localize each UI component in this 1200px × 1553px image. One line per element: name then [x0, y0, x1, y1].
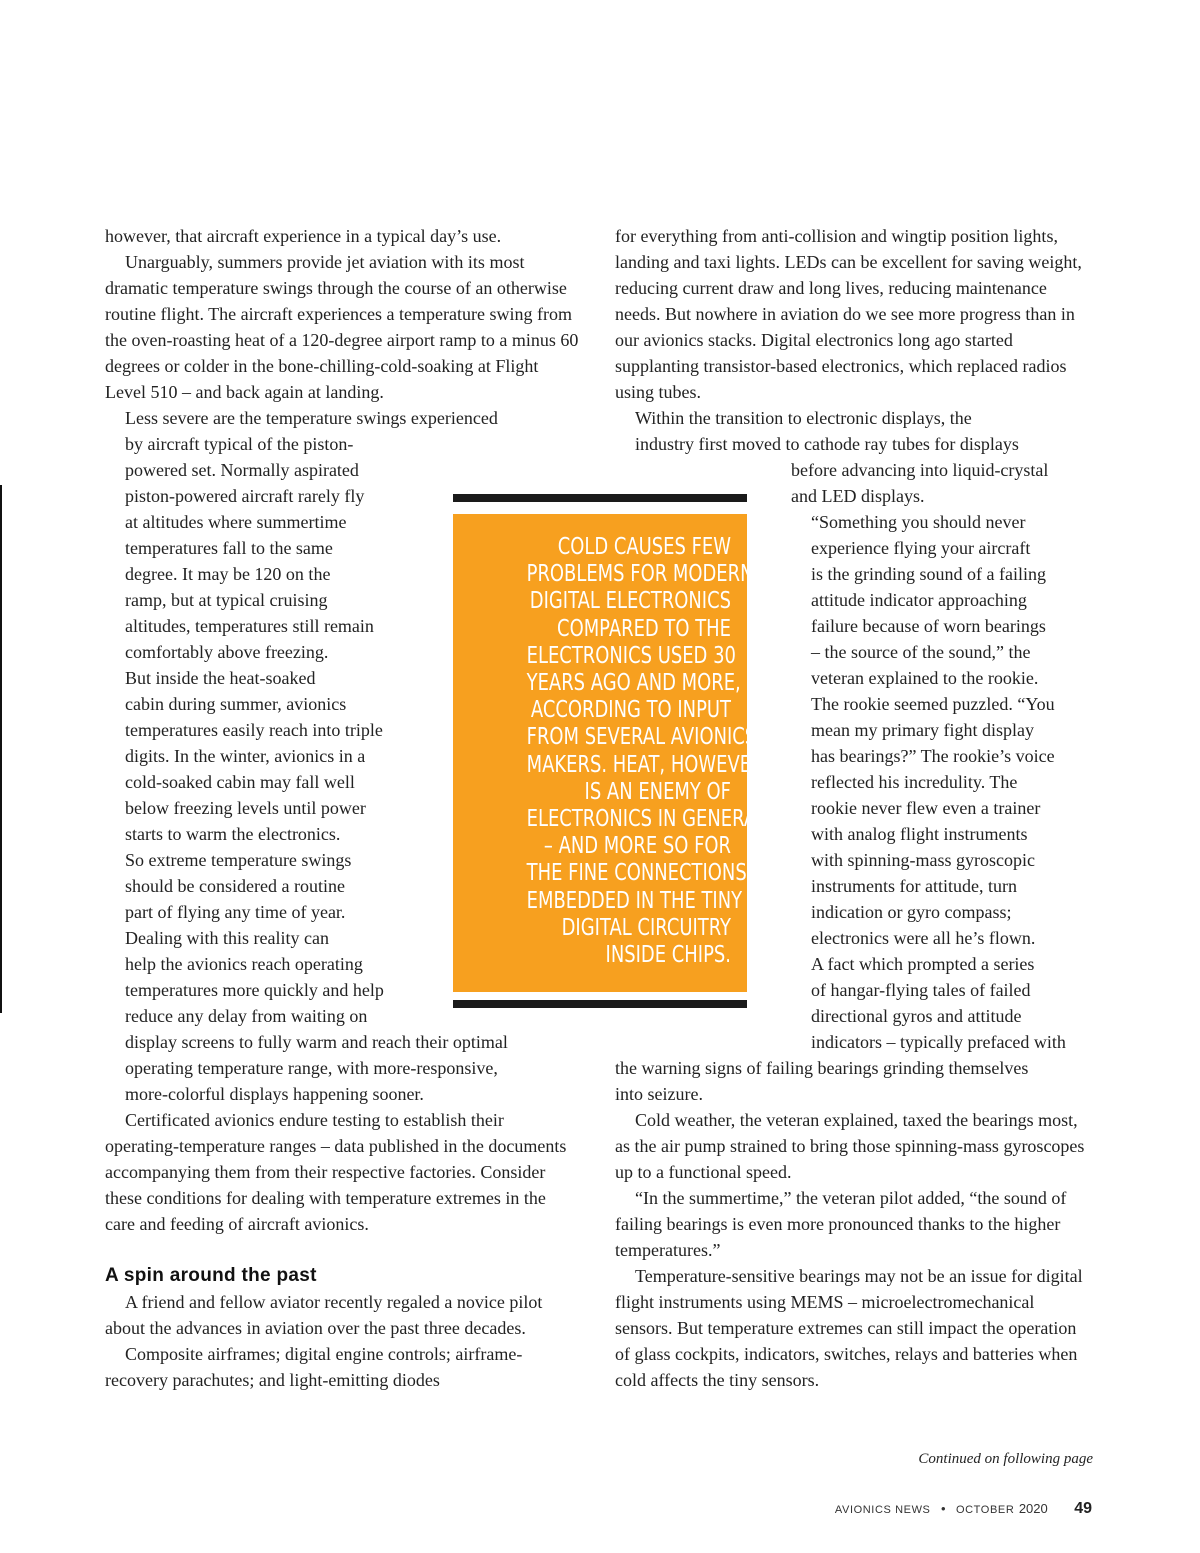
text-line: is the grinding sound of a failing — [811, 564, 1046, 584]
paragraph-wrapped — [791, 691, 1095, 1055]
text-line: into seizure. — [615, 1084, 703, 1104]
text-line: So extreme temperature swings — [125, 850, 352, 870]
paragraph-wrapped — [791, 509, 1095, 691]
pull-quote-line: DIGITAL CIRCUITRY — [561, 914, 731, 941]
pull-quote-line: COLD CAUSES FEW — [557, 534, 731, 560]
text-line: the warning signs of failing bearings grinding themselves — [615, 1058, 1029, 1078]
paragraph-wrapped — [615, 1055, 1095, 1107]
text-line: temperatures easily reach into triple — [125, 720, 383, 740]
text-line: powered set. Normally aspirated — [125, 460, 359, 480]
text-line: temperatures more quickly and help — [125, 980, 384, 1000]
issue-month: OCTOBER — [955, 1504, 1015, 1516]
text-line: “Something you should never — [811, 512, 1026, 532]
pull-quote-line: COMPARED TO THE — [557, 615, 731, 642]
text-line: rookie never flew even a trainer — [811, 798, 1041, 818]
pull-quote-line: PROBLEMS FOR MODERN — [526, 561, 754, 588]
paragraph: “In the summertime,” the veteran pilot added, “the sound of failing bearings is even more pronounced thanks to the higher temperatures.” — [615, 1188, 1067, 1260]
text-line: piston-powered aircraft rarely fly — [125, 486, 365, 506]
pull-quote-line: INSIDE CHIPS. — [605, 942, 731, 969]
continued-note: Continued on following page — [918, 1451, 1093, 1467]
pull-quote-line: DIGITAL ELECTRONICS — [529, 588, 731, 615]
text-line: help the avionics reach operating — [125, 954, 363, 974]
text-line: electronics were all he’s flown. — [811, 928, 1036, 948]
section-heading: A spin around the past — [105, 1265, 317, 1286]
text-line: Less severe are the temperature swings experienced — [125, 408, 498, 428]
text-line: at altitudes where summertime — [125, 512, 347, 532]
footer-separator: • — [940, 1501, 946, 1516]
text-line: mean my primary fight display — [811, 720, 1034, 740]
pull-quote-line: ELECTRONICS USED 30 — [526, 642, 736, 669]
text-line: digits. In the winter, avionics in a — [125, 746, 366, 766]
paragraph: Certificated avionics endure testing to establish their operating-temperature ranges – data published in the documents accompanying them from their respective factories. Consider these conditions for dealing with temperature extremes in the care and feeding of aircraft avionics. — [105, 1110, 567, 1234]
pull-quote-line: MAKERS. HEAT, HOWEVER, — [526, 751, 770, 778]
text-line: Dealing with this reality can — [125, 928, 329, 948]
pull-quote-line: FROM SEVERAL AVIONICS — [526, 724, 757, 751]
text-line: altitudes, temperatures still remain — [125, 616, 374, 636]
paragraph: A friend and fellow aviator recently regaled a novice pilot about the advances in aviation over the past three decades. — [105, 1292, 543, 1338]
pull-quote-line: EMBEDDED IN THE TINY — [526, 887, 743, 914]
text-line: with spinning-mass gyroscopic — [811, 850, 1035, 870]
text-line: and LED displays. — [791, 486, 925, 506]
text-line: cold-soaked cabin may fall well — [125, 772, 355, 792]
text-line: part of flying any time of year. — [125, 902, 346, 922]
text-line: directional gyros and attitude — [811, 1006, 1022, 1026]
paragraph: Temperature-sensitive bearings may not be an issue for digital flight instruments using MEMS – microelectromechanical sensors. But temperature extremes can still impact the operation of glass cockpits, indicators, switches, relays and batteries when cold affects the tiny sensors. — [615, 1266, 1083, 1390]
text-line: veteran explained to the rookie. — [811, 668, 1039, 688]
text-line: But inside the heat-soaked — [125, 668, 316, 688]
page-footer — [835, 1500, 1092, 1518]
paragraph: Cold weather, the veteran explained, taxed the bearings most, as the air pump strained to bring those spinning-mass gyroscopes up to a functional speed. — [615, 1110, 1085, 1182]
text-line: with analog flight instruments — [811, 824, 1028, 844]
pull-quote-line: THE FINE CONNECTIONS — [526, 860, 747, 887]
pull-quote-line: – AND MORE SO FOR — [543, 833, 731, 860]
text-line: reflected his incredulity. The — [811, 772, 1018, 792]
pull-quote-line: ACCORDING TO INPUT — [530, 697, 731, 724]
issue-year: 2020 — [1018, 1501, 1048, 1516]
text-line: operating temperature range, with more-responsive, — [125, 1058, 498, 1078]
text-line: by aircraft typical of the piston- — [125, 434, 354, 454]
page-number: 49 — [1074, 1500, 1092, 1517]
text-line: A fact which prompted a series — [811, 954, 1035, 974]
text-line: failure because of worn bearings — [811, 616, 1046, 636]
text-line: display screens to fully warm and reach their optimal — [125, 1032, 508, 1052]
text-line: industry first moved to cathode ray tubes for displays — [635, 434, 1019, 454]
text-line: more-colorful displays happening sooner. — [125, 1084, 424, 1104]
paragraph: Composite airframes; digital engine controls; airframe-recovery parachutes; and light-emitting diodes — [105, 1344, 523, 1390]
text-line: has bearings?” The rookie’s voice — [811, 746, 1055, 766]
pull-quote-line: YEARS AGO AND MORE, — [526, 670, 741, 697]
text-line: ramp, but at typical cruising — [125, 590, 328, 610]
paragraph: however, that aircraft experience in a typical day’s use. — [105, 226, 502, 246]
paragraph-wrapped — [615, 405, 1095, 457]
text-line: of hangar-flying tales of failed — [811, 980, 1031, 1000]
paragraph: Unarguably, summers provide jet aviation with its most dramatic temperature swings through the course of an otherwise routine flight. The aircraft experiences a temperature swing from the oven-roasting heat of a 120-degree airport ramp to a minus 60 degrees or colder in the bone-chilling-cold-soaking at Flight Level 510 – and back again at landing. — [105, 252, 579, 402]
text-line: instruments for attitude, turn — [811, 876, 1017, 896]
right-column — [615, 223, 1095, 1393]
publication-name: AVIONICS NEWS — [834, 1504, 931, 1516]
text-line: attitude indicator approaching — [811, 590, 1027, 610]
pull-quote-line: ELECTRONICS IN GENERAL — [526, 806, 767, 833]
text-line: – the source of the sound,” the — [811, 642, 1031, 662]
text-line: temperatures fall to the same — [125, 538, 333, 558]
text-line: below freezing levels until power — [125, 798, 366, 818]
text-line: should be considered a routine — [125, 876, 345, 896]
paragraph-wrapped — [791, 457, 1095, 509]
text-line: cabin during summer, avionics — [125, 694, 347, 714]
text-line: before advancing into liquid-crystal — [791, 460, 1049, 480]
text-line: The rookie seemed puzzled. “You — [811, 694, 1055, 714]
text-wrap-region — [615, 457, 1095, 1055]
text-line: experience flying your aircraft — [811, 538, 1031, 558]
text-line: indication or gyro compass; — [811, 902, 1012, 922]
text-line: degree. It may be 120 on the — [125, 564, 331, 584]
text-line: Within the transition to electronic displays, the — [635, 408, 972, 428]
text-line: indicators – typically prefaced with — [811, 1032, 1066, 1052]
paragraph: for everything from anti-collision and wingtip position lights, landing and taxi lights. LEDs can be excellent for saving weight, reducing current draw and long lives, reducing maintenance needs. But nowhere in aviation do we see more progress than in our avionics stacks. Digital electronics long ago started supplanting transistor-based electronics, which replaced radios using tubes. — [615, 226, 1082, 402]
text-line: comfortably above freezing. — [125, 642, 329, 662]
text-line: reduce any delay from waiting on — [125, 1006, 368, 1026]
pull-quote-line: IS AN ENEMY OF — [584, 778, 731, 805]
page-edge-rule — [0, 485, 2, 1013]
text-line: starts to warm the electronics. — [125, 824, 341, 844]
